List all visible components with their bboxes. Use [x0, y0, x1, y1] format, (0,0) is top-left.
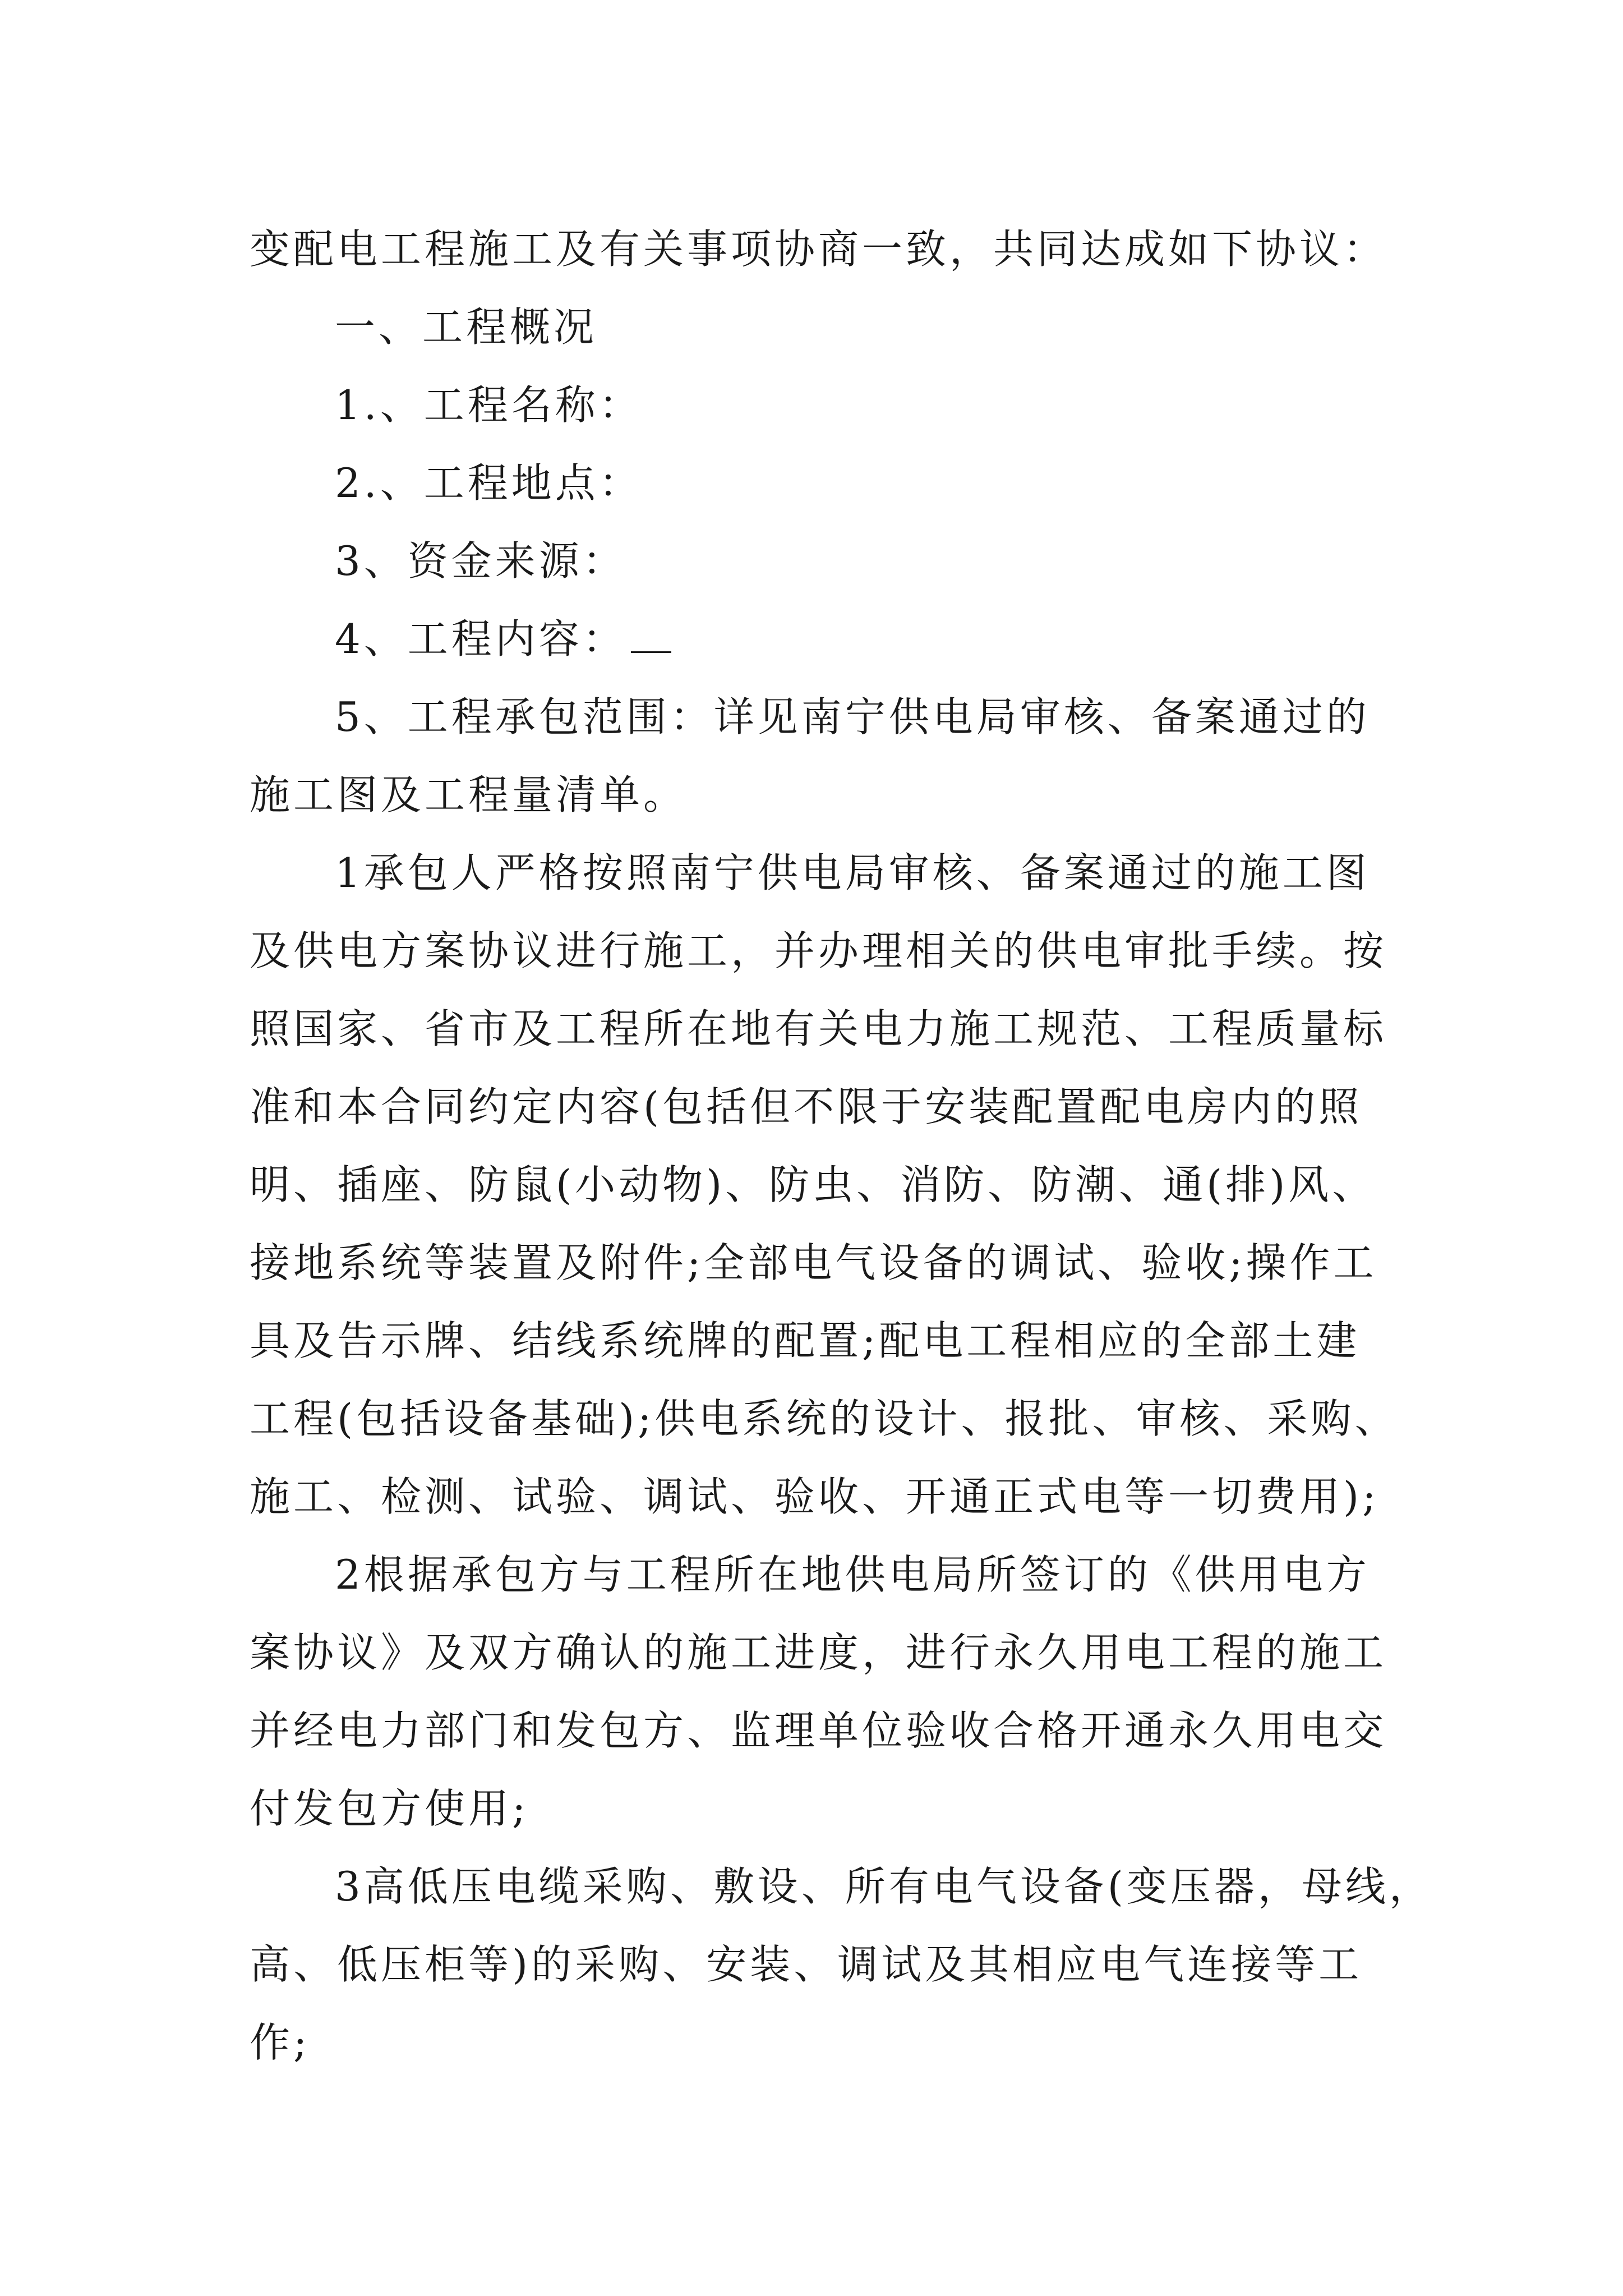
- paragraph-line: 准和本合同约定内容(包括但不限于安装配置配电房内的照: [250, 1083, 1363, 1130]
- project-content-line: [250, 600, 1394, 678]
- funding-source-line: 3、资金来源：: [335, 537, 626, 585]
- paragraph-line: 2根据承包方与工程所在地供电局所签订的《供用电方: [335, 1551, 1370, 1598]
- paragraph-line: 照国家、省市及工程所在地有关电力施工规范、工程质量标: [250, 1005, 1387, 1052]
- paragraph-line: 施工图及工程量清单。: [250, 771, 688, 818]
- project-name-line: 1.、工程名称：: [335, 381, 643, 429]
- paragraph-line: 明、插座、防鼠(小动物)、防虫、消防、防潮、通(排)风、: [250, 1161, 1376, 1208]
- paragraph-line: 并经电力部门和发包方、监理单位验收合格开通永久用电交: [250, 1707, 1387, 1754]
- paragraph-line: 具及告示牌、结线系统牌的配置;配电工程相应的全部土建: [250, 1317, 1361, 1364]
- paragraph-line: 接地系统等装置及附件;全部电气设备的调试、验收;操作工: [250, 1239, 1377, 1286]
- paragraph-line: 及供电方案协议进行施工，并办理相关的供电审批手续。按: [250, 927, 1387, 974]
- paragraph-line: 作;: [250, 2019, 311, 2066]
- paragraph-line: 变配电工程施工及有关事项协商一致，共同达成如下协议：: [250, 226, 1387, 273]
- section-heading: 一、工程概况: [335, 303, 598, 351]
- paragraph-line: 3高低压电缆采购、敷设、所有电气设备(变压器，母线，: [335, 1863, 1433, 1910]
- paragraph-line: 高、低压柜等)的采购、安装、调试及其相应电气连接等工: [250, 1941, 1363, 1988]
- project-content-label: 4、工程内容：: [335, 615, 626, 662]
- fill-in-blank: [631, 623, 671, 653]
- paragraph-line: 5、工程承包范围：详见南宁供电局审核、备案通过的: [335, 693, 1370, 740]
- project-location-line: 2.、工程地点：: [335, 459, 643, 507]
- paragraph-line: 付发包方使用;: [250, 1785, 529, 1832]
- paragraph-line: 施工、检测、试验、调试、验收、开通正式电等一切费用);: [250, 1473, 1380, 1520]
- paragraph-line: 案协议》及双方确认的施工进度，进行永久用电工程的施工: [250, 1629, 1387, 1676]
- paragraph-line: 工程(包括设备基础);供电系统的设计、报批、审核、采购、: [250, 1395, 1399, 1442]
- paragraph-line: 1承包人严格按照南宁供电局审核、备案通过的施工图: [335, 849, 1370, 896]
- document-body: [250, 210, 1433, 2082]
